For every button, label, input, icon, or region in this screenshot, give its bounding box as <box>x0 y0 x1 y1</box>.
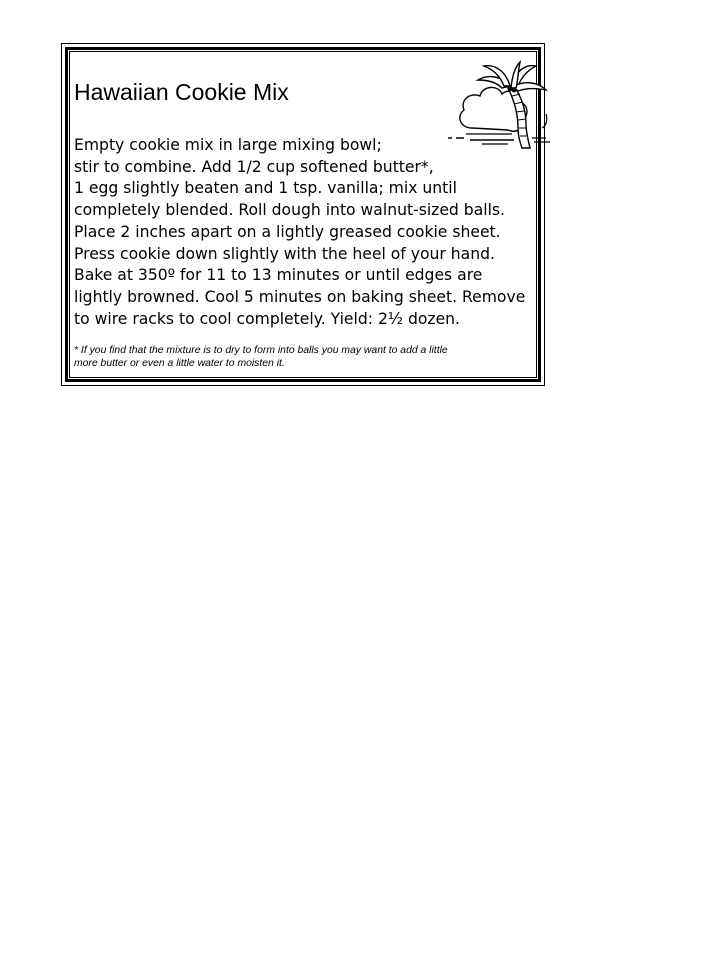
recipe-card-border <box>65 47 541 382</box>
instruction-line: Place 2 inches apart on a lightly greased cookie sheet. <box>74 222 501 241</box>
recipe-card <box>61 43 545 386</box>
recipe-title: Hawaiian Cookie Mix <box>74 79 289 105</box>
recipe-instructions <box>74 135 544 330</box>
footnote-line: * If you find that the mixture is to dry to form into balls you may want to add a little <box>74 345 448 356</box>
instruction-line: completely blended. Roll dough into walnut-sized balls. <box>74 201 505 220</box>
footnote-line: more butter or even a little water to moisten it. <box>74 358 285 369</box>
instruction-line: 1 egg slightly beaten and 1 tsp. vanilla; mix until <box>74 179 457 198</box>
recipe-card-content <box>69 51 537 378</box>
instruction-line: Bake at 350º for 11 to 13 minutes or until edges are <box>74 266 483 285</box>
instruction-line: to wire racks to cool completely. Yield: 2½ dozen. <box>74 309 460 328</box>
instruction-line: Press cookie down slightly with the heel of your hand. <box>74 244 495 263</box>
recipe-footnote <box>74 344 544 370</box>
instruction-line: Empty cookie mix in large mixing bowl; <box>74 136 382 154</box>
instruction-line: stir to combine. Add 1/2 cup softened butter*, <box>74 157 434 176</box>
instruction-line: lightly browned. Cool 5 minutes on baking sheet. Remove <box>74 287 526 306</box>
